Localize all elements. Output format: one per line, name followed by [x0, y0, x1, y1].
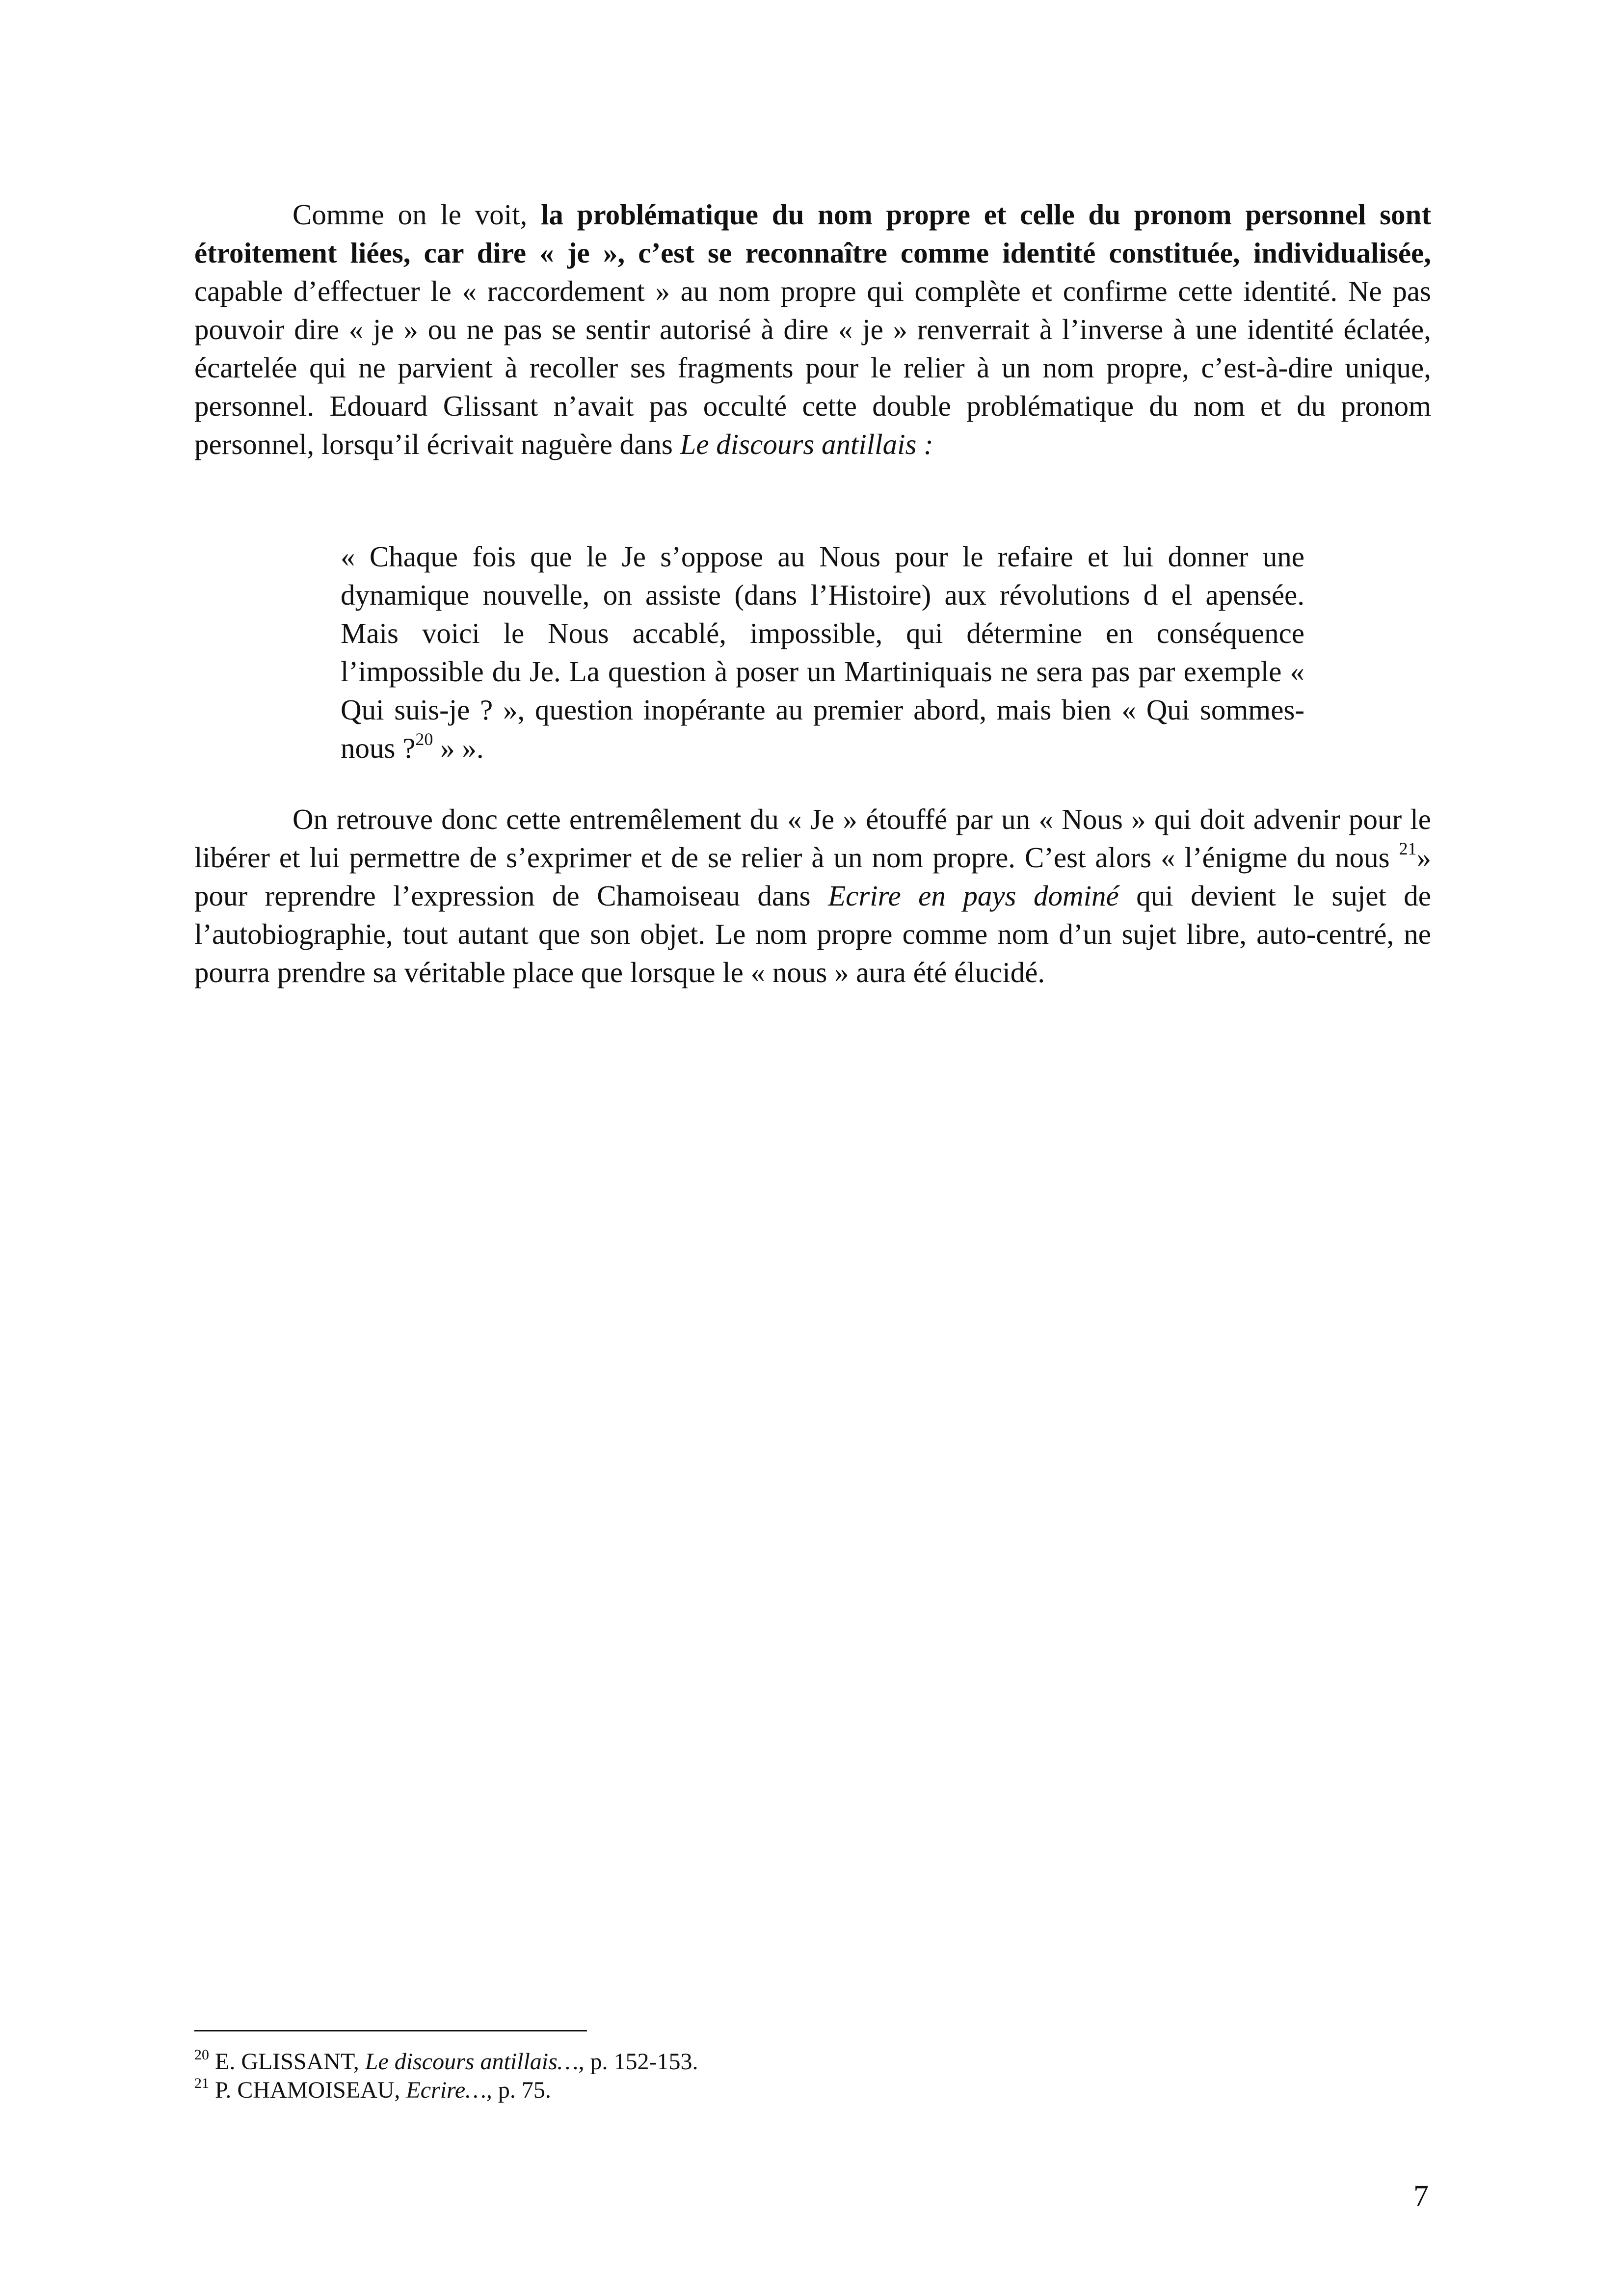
- footnote-20-number: 20: [194, 2047, 209, 2063]
- paragraph-2: [194, 800, 1431, 991]
- footnote-20-pages: p. 152-153.: [584, 2049, 698, 2075]
- footnote-21-pages: p. 75.: [492, 2077, 551, 2103]
- paragraph-1: [194, 195, 1431, 463]
- paragraph-1-bold-thesis: la problématique du nom propre et celle du pronom personnel sont étroitement liées, car dire « je », c’est se reconnaître comme identité constituée, individualisée,: [194, 198, 1431, 269]
- footnote-21-title: Ecrire…,: [406, 2077, 492, 2103]
- paragraph-1-intro: Comme on le voit,: [293, 198, 541, 231]
- page-number: 7: [1413, 2180, 1429, 2213]
- block-quote-text: « Chaque fois que le Je s’oppose au Nous pour le refaire et lui donner une dynamique nouvelle, on assiste (dans l’Histoire) aux révolutions d el apensée. Mais voici le Nous accablé, impossible, qui détermine en conséquence l’impossible du Je. La question à poser un Martiniquais ne sera pas par exemple « Qui suis-je ? », question inopérante au premier abord, mais bien « Qui sommes-nous ?: [341, 540, 1304, 764]
- paragraph-2-text-1: On retrouve donc cette entremêlement du « Je » étouffé par un « Nous » qui doit advenir pour le libérer et lui permettre de s’exprimer et de se relier à un nom propre. C’est alors « l’énigme du nous: [194, 803, 1431, 874]
- footnote-20: [194, 2048, 1431, 2076]
- footnote-20-author: E. GLISSANT,: [209, 2049, 365, 2075]
- footnote-21: [194, 2076, 1431, 2105]
- footnote-ref-20: 20: [415, 729, 433, 749]
- block-quote: [341, 537, 1304, 767]
- footnote-21-number: 21: [194, 2075, 209, 2091]
- paragraph-2-text-3: qui devient le sujet de l’autobiographie, tout autant que son objet. Le nom propre comme nom d’un sujet libre, auto-centré, ne pourra prendre sa véritable place que lorsque le « nous » aura été élucidé.: [194, 880, 1431, 988]
- paragraph-1-body: capable d’effectuer le « raccordement » au nom propre qui complète et confirme cette identité. Ne pas pouvoir dire « je » ou ne pas se sentir autorisé à dire « je » renverrait à l’inverse à une identité éclatée, écartelée qui ne parvient à recoller ses fragments pour le relier à un nom propre, c’est-à-dire unique, personnel. Edouard Glissant n’avait pas occulté cette double problématique du nom et du pronom personnel, lorsqu’il écrivait naguère dans: [194, 275, 1431, 460]
- footnote-separator: [194, 2030, 587, 2031]
- footnote-20-title: Le discours antillais…,: [365, 2049, 585, 2075]
- footnote-ref-21: 21: [1399, 839, 1417, 858]
- block-quote-end: » ».: [433, 732, 484, 764]
- paragraph-2-book-title: Ecrire en pays dominé: [828, 880, 1119, 912]
- paragraph-2-text-2: » pour reprendre l’expression de Chamoiseau dans: [194, 841, 1431, 912]
- footnote-21-author: P. CHAMOISEAU,: [209, 2077, 406, 2103]
- paragraph-1-book-title: Le discours antillais :: [680, 428, 933, 460]
